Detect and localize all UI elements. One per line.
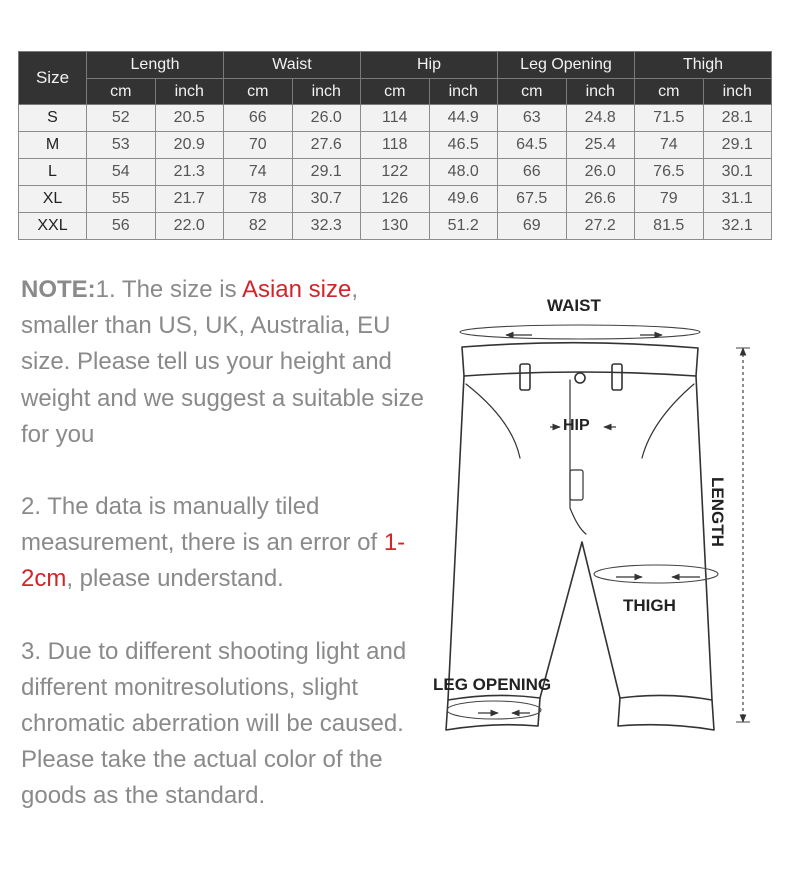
table-cell: 29.1 bbox=[703, 132, 772, 159]
table-cell: 70 bbox=[224, 132, 293, 159]
hip-group-header: Hip bbox=[361, 52, 498, 79]
thigh-group-header: Thigh bbox=[635, 52, 772, 79]
unit-header: inch bbox=[703, 79, 772, 105]
asian-size-highlight: Asian size bbox=[241, 276, 352, 303]
table-cell: 30.1 bbox=[703, 159, 772, 186]
unit-header: cm bbox=[87, 79, 156, 105]
table-cell: 31.1 bbox=[703, 186, 772, 213]
table-cell: 32.1 bbox=[703, 213, 772, 240]
table-cell: 48.0 bbox=[429, 159, 498, 186]
leg-opening-group-header: Leg Opening bbox=[498, 52, 635, 79]
unit-header: cm bbox=[361, 79, 430, 105]
table-cell: 21.3 bbox=[155, 159, 224, 186]
error-range-highlight: 1-2cm bbox=[21, 529, 406, 593]
table-cell: 78 bbox=[224, 186, 293, 213]
table-cell: 26.6 bbox=[566, 186, 635, 213]
note-2-text: 2. The data is manually tiled measurement, there is an error of bbox=[21, 493, 384, 557]
note-1 bbox=[21, 272, 441, 453]
size-cell: XL bbox=[19, 186, 87, 213]
hip-label: HIP bbox=[563, 417, 590, 434]
table-cell: 55 bbox=[87, 186, 156, 213]
size-cell: XXL bbox=[19, 213, 87, 240]
size-column-header: Size bbox=[19, 52, 87, 105]
unit-header: inch bbox=[566, 79, 635, 105]
table-cell: 63 bbox=[498, 105, 567, 132]
table-cell: 66 bbox=[498, 159, 567, 186]
table-cell: 82 bbox=[224, 213, 293, 240]
table-row bbox=[19, 213, 772, 240]
note-2 bbox=[21, 489, 441, 598]
table-cell: 24.8 bbox=[566, 105, 635, 132]
table-unit-row bbox=[19, 79, 772, 105]
unit-header: inch bbox=[155, 79, 224, 105]
table-cell: 52 bbox=[87, 105, 156, 132]
table-cell: 79 bbox=[635, 186, 704, 213]
size-chart-table bbox=[18, 51, 772, 240]
table-cell: 122 bbox=[361, 159, 430, 186]
table-cell: 22.0 bbox=[155, 213, 224, 240]
table-cell: 32.3 bbox=[292, 213, 361, 240]
table-cell: 29.1 bbox=[292, 159, 361, 186]
table-header-row bbox=[19, 52, 772, 79]
note-3: 3. Due to different shooting light and different monitresolutions, slight chromatic aberration will be caused. Please take the actual color of the goods as the standard. bbox=[21, 637, 407, 810]
table-row bbox=[19, 186, 772, 213]
table-cell: 26.0 bbox=[292, 105, 361, 132]
table-cell: 25.4 bbox=[566, 132, 635, 159]
table-cell: 56 bbox=[87, 213, 156, 240]
table-cell: 44.9 bbox=[429, 105, 498, 132]
table-cell: 64.5 bbox=[498, 132, 567, 159]
note-1-text: 1. The size is bbox=[95, 276, 242, 303]
note-2-text-rest: , please understand. bbox=[66, 565, 284, 593]
table-cell: 30.7 bbox=[292, 186, 361, 213]
table-cell: 54 bbox=[87, 159, 156, 186]
table-cell: 69 bbox=[498, 213, 567, 240]
shorts-measurement-diagram bbox=[420, 280, 790, 760]
table-cell: 126 bbox=[361, 186, 430, 213]
table-cell: 76.5 bbox=[635, 159, 704, 186]
size-cell: L bbox=[19, 159, 87, 186]
table-cell: 53 bbox=[87, 132, 156, 159]
table-cell: 26.0 bbox=[566, 159, 635, 186]
table-cell: 114 bbox=[361, 105, 430, 132]
thigh-label: THIGH bbox=[623, 596, 676, 615]
unit-header: cm bbox=[224, 79, 293, 105]
table-row bbox=[19, 105, 772, 132]
length-group-header: Length bbox=[87, 52, 224, 79]
note-label: NOTE: bbox=[21, 276, 96, 303]
table-cell: 28.1 bbox=[703, 105, 772, 132]
table-cell: 21.7 bbox=[155, 186, 224, 213]
waist-label: WAIST bbox=[547, 296, 601, 315]
size-cell: S bbox=[19, 105, 87, 132]
table-cell: 74 bbox=[635, 132, 704, 159]
table-cell: 46.5 bbox=[429, 132, 498, 159]
table-cell: 27.6 bbox=[292, 132, 361, 159]
size-cell: M bbox=[19, 132, 87, 159]
unit-header: cm bbox=[498, 79, 567, 105]
unit-header: inch bbox=[292, 79, 361, 105]
table-cell: 71.5 bbox=[635, 105, 704, 132]
table-cell: 67.5 bbox=[498, 186, 567, 213]
table-cell: 130 bbox=[361, 213, 430, 240]
table-row bbox=[19, 132, 772, 159]
length-label: LENGTH bbox=[708, 477, 727, 547]
table-cell: 49.6 bbox=[429, 186, 498, 213]
size-notes bbox=[21, 272, 441, 815]
table-cell: 20.5 bbox=[155, 105, 224, 132]
table-cell: 118 bbox=[361, 132, 430, 159]
leg-opening-label: LEG OPENING bbox=[433, 675, 552, 694]
note-1-text-rest: , smaller than US, UK, Australia, EU size. Please tell us your height and weight and we suggest a suitable size for you bbox=[21, 276, 424, 448]
table-cell: 20.9 bbox=[155, 132, 224, 159]
unit-header: cm bbox=[635, 79, 704, 105]
table-cell: 81.5 bbox=[635, 213, 704, 240]
table-cell: 74 bbox=[224, 159, 293, 186]
table-cell: 51.2 bbox=[429, 213, 498, 240]
table-row bbox=[19, 159, 772, 186]
table-cell: 66 bbox=[224, 105, 293, 132]
unit-header: inch bbox=[429, 79, 498, 105]
waist-group-header: Waist bbox=[224, 52, 361, 79]
table-cell: 27.2 bbox=[566, 213, 635, 240]
